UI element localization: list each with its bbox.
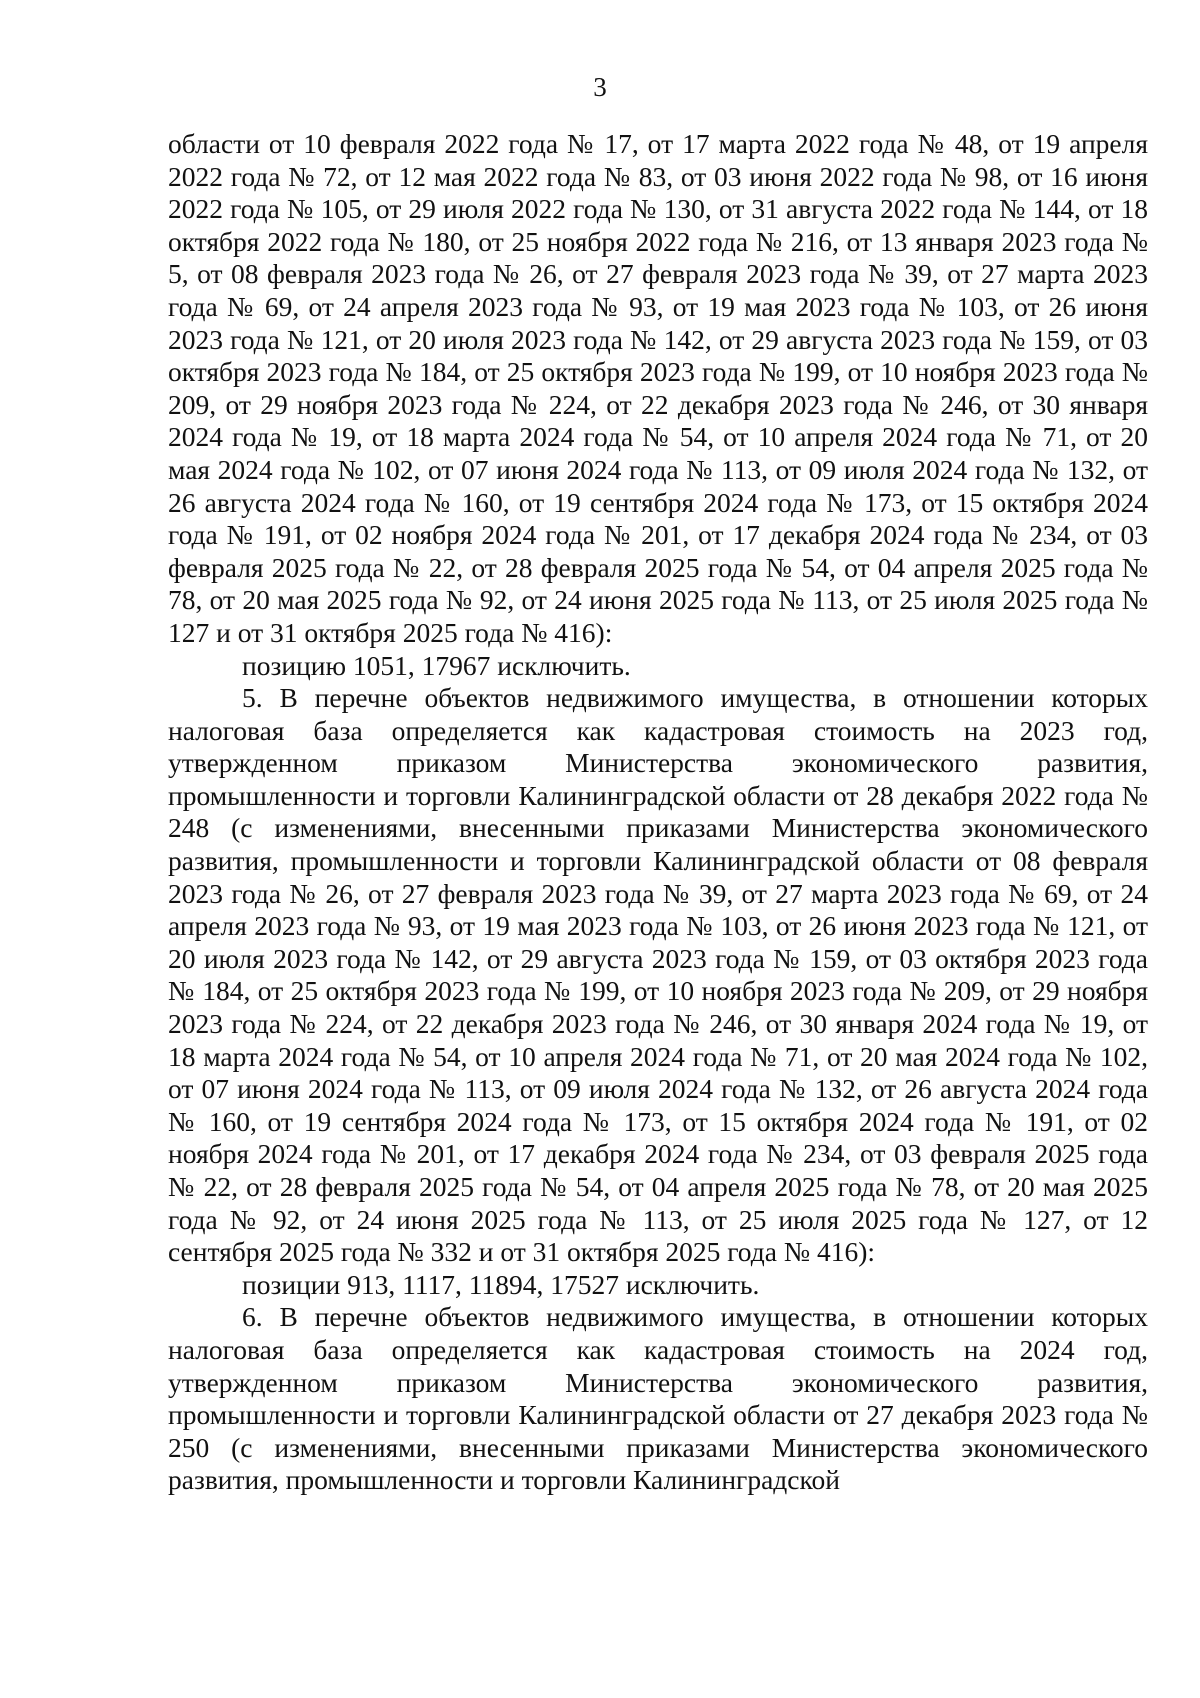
- paragraph-action-item-5: позиции 913, 1117, 11894, 17527 исключить.: [242, 1268, 760, 1300]
- document-body: [168, 128, 1148, 1497]
- paragraph-continuation-item-4: области от 10 февраля 2022 года № 17, от 17 марта 2022 года № 48, от 19 апреля 2022 года № 72, от 12 мая 2022 года № 83, от 03 июня 2022 года № 98, от 16 июня 2022 года № 105, от 29 июля 2022 года № 130, от 31 августа 2022 года № 144, от 18 октября 2022 года № 180, от 25 ноября 2022 года № 216, от 13 января 2023 года № 5, от 08 февраля 2023 года № 26, от 27 февраля 2023 года № 39, от 27 марта 2023 года № 69, от 24 апреля 2023 года № 93, от 19 мая 2023 года № 103, от 26 июня 2023 года № 121, от 20 июля 2023 года № 142, от 29 августа 2023 года № 159, от 03 октября 2023 года № 184, от 25 октября 2023 года № 199, от 10 ноября 2023 года № 209, от 29 ноября 2023 года № 224, от 22 декабря 2023 года № 246, от 30 января 2024 года № 19, от 18 марта 2024 года № 54, от 10 апреля 2024 года № 71, от 20 мая 2024 года № 102, от 07 июня 2024 года № 113, от 09 июля 2024 года № 132, от 26 августа 2024 года № 160, от 19 сентября 2024 года № 173, от 15 октября 2024 года № 191, от 02 ноября 2024 года № 201, от 17 декабря 2024 года № 234, от 03 февраля 2025 года № 22, от 28 февраля 2025 года № 54, от 04 апреля 2025 года № 78, от 20 мая 2025 года № 92, от 24 июня 2025 года № 113, от 25 июля 2025 года № 127 и от 31 октября 2025 года № 416):: [168, 128, 1148, 648]
- paragraph-action-item-4: позицию 1051, 17967 исключить.: [242, 649, 631, 681]
- page-number: 3: [593, 72, 607, 102]
- paragraph-item-6: 6. В перечне объектов недвижимого имущества, в отношении которых налоговая база определяется как кадастровая стоимость на 2024 год, утвержденном приказом Министерства экономического развития, промышленности и торговли Калининградской области от 27 декабря 2023 года № 250 (с изменениями, внесенными приказами Министерства экономического развития, промышленности и торговли Калининградской: [168, 1301, 1148, 1496]
- paragraph-item-5: 5. В перечне объектов недвижимого имущества, в отношении которых налоговая база определяется как кадастровая стоимость на 2023 год, утвержденном приказом Министерства экономического развития, промышленности и торговли Калининградской области от 28 декабря 2022 года № 248 (с изменениями, внесенными приказами Министерства экономического развития, промышленности и торговли Калининградской области от 08 февраля 2023 года № 26, от 27 февраля 2023 года № 39, от 27 марта 2023 года № 69, от 24 апреля 2023 года № 93, от 19 мая 2023 года № 103, от 26 июня 2023 года № 121, от 20 июля 2023 года № 142, от 29 августа 2023 года № 159, от 03 октября 2023 года № 184, от 25 октября 2023 года № 199, от 10 ноября 2023 года № 209, от 29 ноября 2023 года № 224, от 22 декабря 2023 года № 246, от 30 января 2024 года № 19, от 18 марта 2024 года № 54, от 10 апреля 2024 года № 71, от 20 мая 2024 года № 102, от 07 июня 2024 года № 113, от 09 июля 2024 года № 132, от 26 августа 2024 года № 160, от 19 сентября 2024 года № 173, от 15 октября 2024 года № 191, от 02 ноября 2024 года № 201, от 17 декабря 2024 года № 234, от 03 февраля 2025 года № 22, от 28 февраля 2025 года № 54, от 04 апреля 2025 года № 78, от 20 мая 2025 года № 92, от 24 июня 2025 года № 113, от 25 июля 2025 года № 127, от 12 сентября 2025 года № 332 и от 31 октября 2025 года № 416):: [168, 682, 1148, 1268]
